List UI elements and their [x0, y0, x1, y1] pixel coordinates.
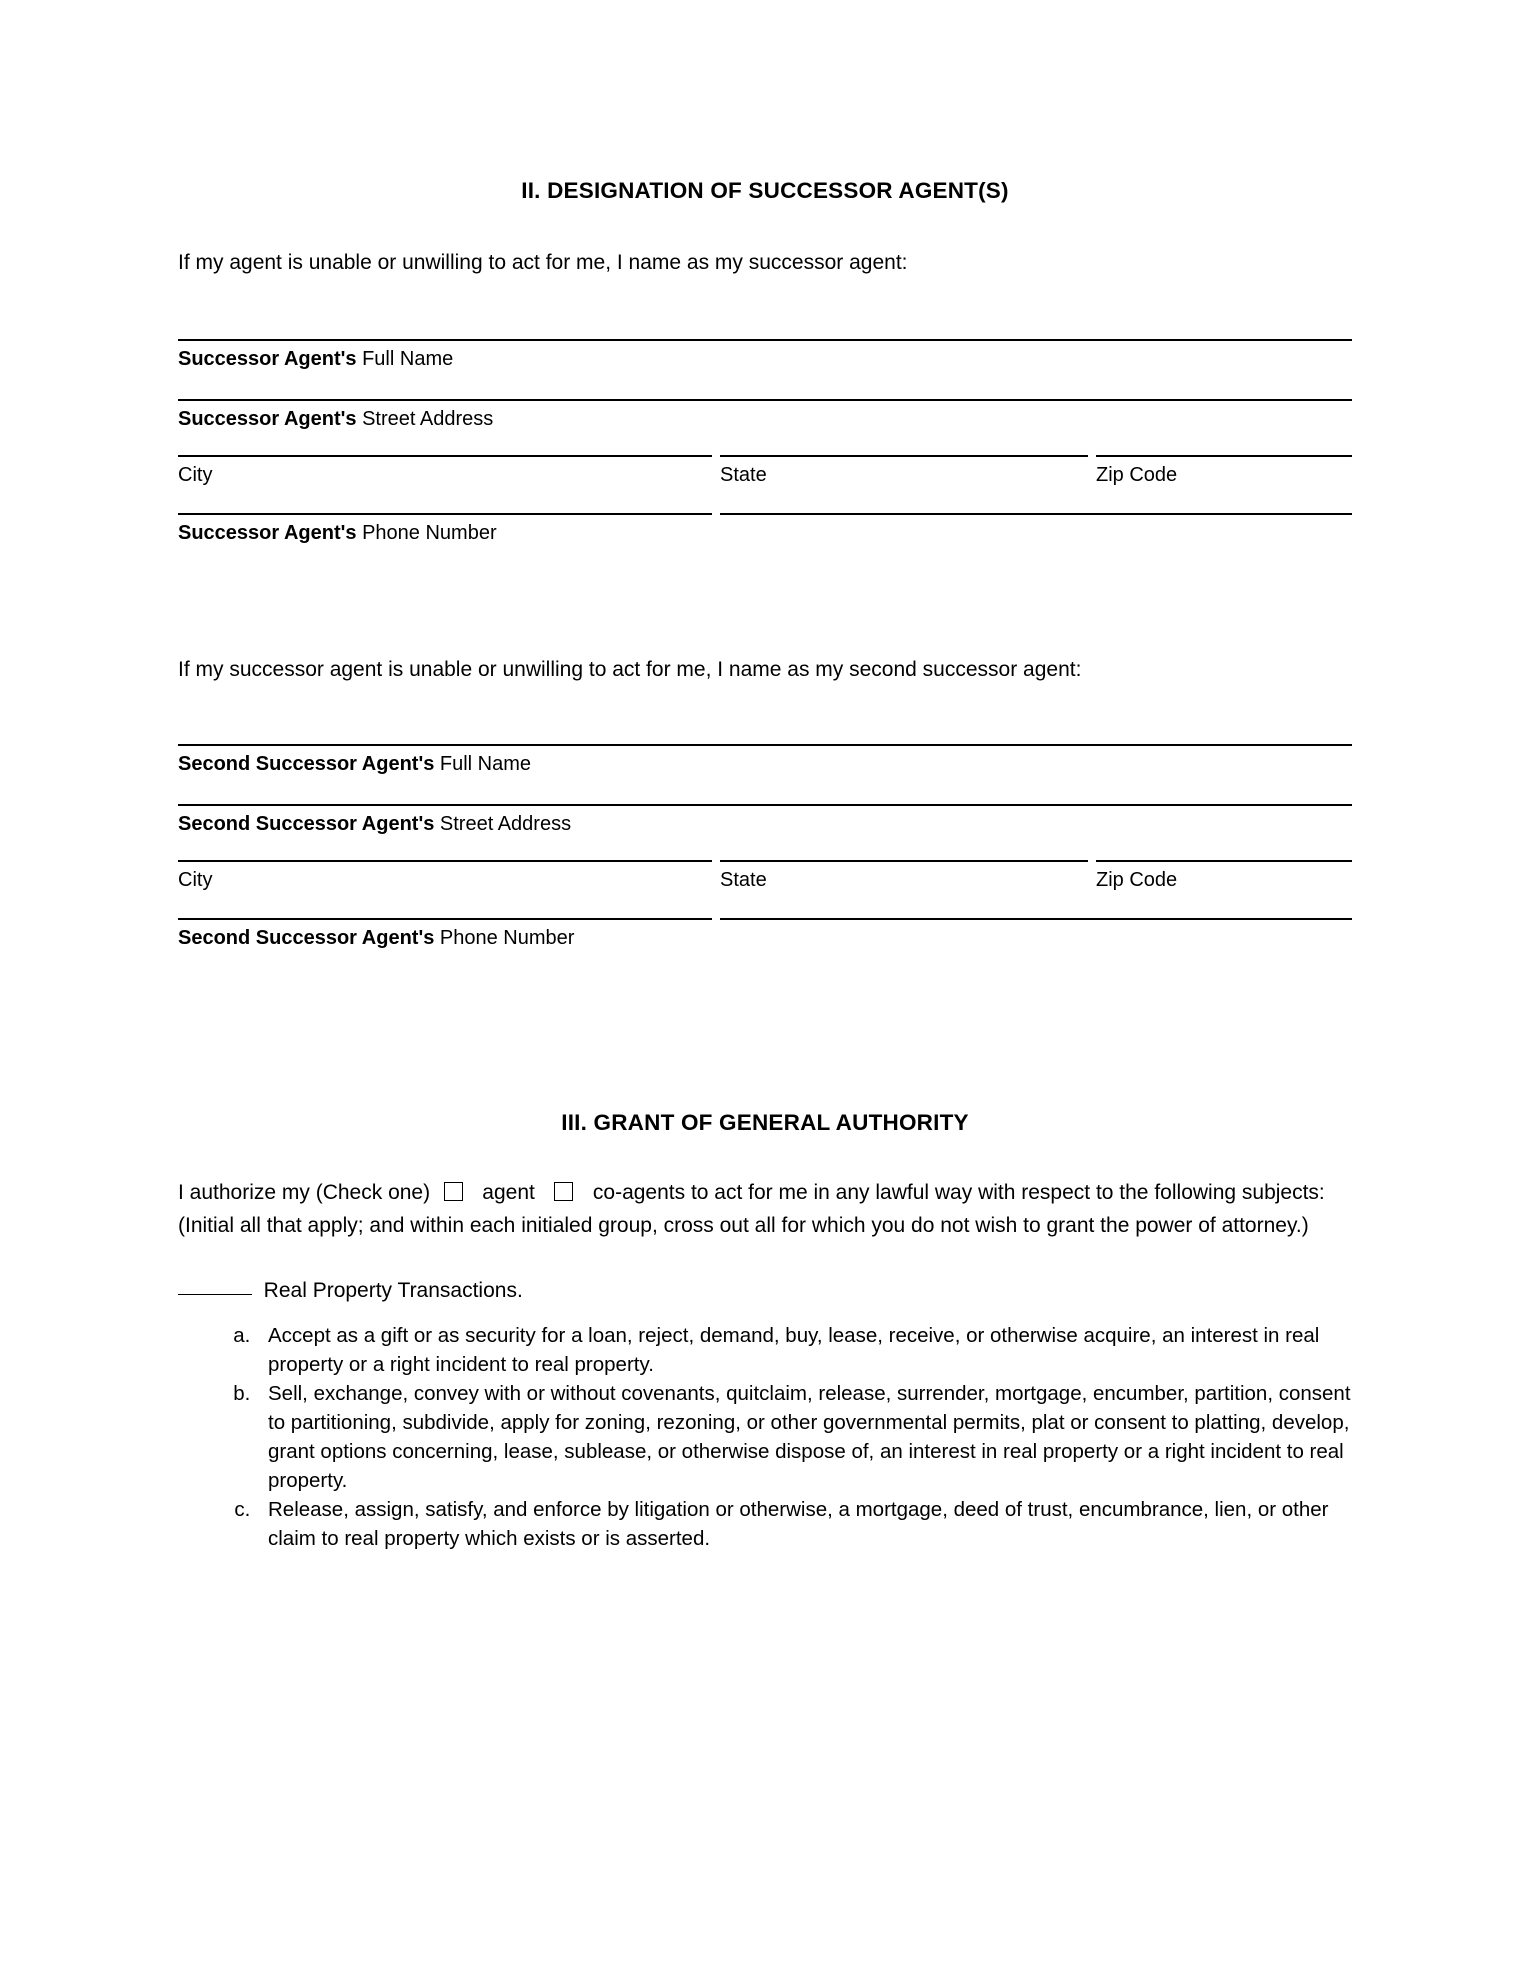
list-item: b. Sell, exchange, convey with or without covenants, quitclaim, release, surrender, mortgage, encumber, partition, consent to partitioning, subdivide, apply for zoning, rezoning, or other governmental permits, plat or consent to platting, develop, grant options concerning, lease, sublease, or otherwise dispose of, an interest in real property or a right incident to real property. [256, 1379, 1352, 1495]
list-item: c. Release, assign, satisfy, and enforce by litigation or otherwise, a mortgage, deed of trust, encumbrance, lien, or other claim to real property which exists or is asserted. [256, 1495, 1352, 1553]
second-successor-phone-label-rest: Phone Number [434, 927, 575, 949]
successor-street-address-label [178, 401, 1352, 433]
section-2-intro-second: If my successor agent is unable or unwilling to act for me, I name as my second successor agent: [178, 658, 1082, 681]
section-2-intro: If my agent is unable or unwilling to act for me, I name as my successor agent: [178, 251, 908, 274]
successor-street-address-field [178, 399, 1352, 433]
second-successor-full-name-label [178, 746, 1352, 778]
list-item: a. Accept as a gift or as security for a loan, reject, demand, buy, lease, receive, or otherwise acquire, an interest in real property or a right incident to real property. [256, 1321, 1352, 1379]
authorize-rest-text: following subjects: (Initial all that apply; and within each initialed group, cross out all for which you do not wish to grant the power of attorney.) [178, 1181, 1325, 1237]
option-co-agents-label: co-agents to act for me in any lawful way with respect to the [592, 1181, 1149, 1204]
initial-blank-line[interactable] [178, 1294, 252, 1295]
second-successor-phone-field [178, 918, 1352, 952]
option-agent-label: agent [482, 1181, 535, 1204]
successor-city-state-zip-field [178, 455, 1352, 489]
grant-authority-paragraph [178, 1176, 1352, 1242]
real-property-subject-line [178, 1274, 1352, 1307]
second-successor-zip-label: Zip Code [1096, 869, 1178, 891]
successor-phone-label [178, 515, 1352, 547]
second-successor-full-name-field [178, 744, 1352, 778]
section-2-heading: II. DESIGNATION OF SUCCESSOR AGENT(S) [521, 178, 1009, 203]
successor-city-label: City [178, 464, 213, 486]
second-successor-street-address-label-rest: Street Address [434, 813, 572, 835]
authorize-lead-text: I authorize my (Check one) [178, 1181, 431, 1204]
document-content [178, 0, 1352, 1553]
successor-full-name-label-bold: Successor Agent's [178, 348, 357, 370]
real-property-subject-heading: Real Property Transactions. [263, 1279, 523, 1302]
real-property-powers-list [178, 1321, 1352, 1553]
second-successor-full-name-label-bold: Second Successor Agent's [178, 753, 435, 775]
successor-full-name-label-rest: Full Name [356, 348, 454, 370]
second-successor-street-address-label [178, 806, 1352, 838]
second-successor-phone-label-bold: Second Successor Agent's [178, 927, 435, 949]
checkbox-agent[interactable] [444, 1182, 463, 1201]
second-successor-street-address-field [178, 804, 1352, 838]
second-successor-state-label: State [720, 869, 767, 891]
successor-street-address-label-rest: Street Address [356, 408, 494, 430]
successor-phone-label-rest: Phone Number [356, 522, 497, 544]
successor-street-address-label-bold: Successor Agent's [178, 408, 357, 430]
successor-zip-label: Zip Code [1096, 464, 1178, 486]
section-3-heading: III. GRANT OF GENERAL AUTHORITY [561, 1110, 969, 1135]
second-successor-city-label: City [178, 869, 213, 891]
second-successor-street-address-label-bold: Second Successor Agent's [178, 813, 435, 835]
successor-phone-label-bold: Successor Agent's [178, 522, 357, 544]
successor-full-name-label [178, 341, 1352, 373]
second-successor-city-state-zip-field [178, 860, 1352, 894]
second-successor-full-name-label-rest: Full Name [434, 753, 532, 775]
successor-phone-field [178, 513, 1352, 547]
second-successor-phone-label [178, 920, 1352, 952]
checkbox-co-agents[interactable] [554, 1182, 573, 1201]
successor-full-name-field [178, 339, 1352, 373]
successor-state-label: State [720, 464, 767, 486]
